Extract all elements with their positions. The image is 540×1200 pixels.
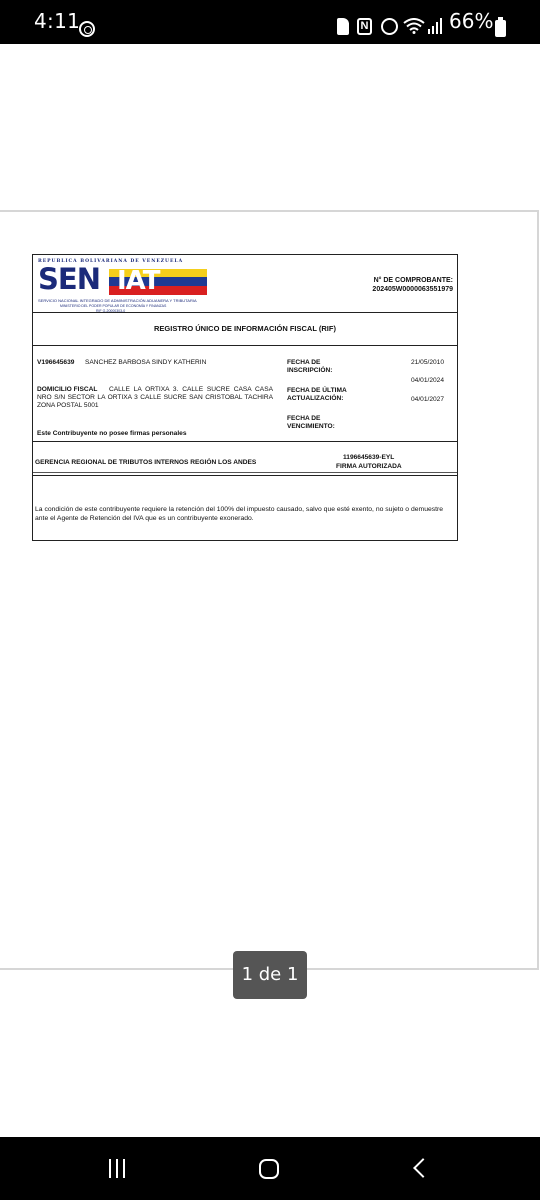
fecha-actualizacion: 04/01/2024 — [411, 377, 445, 384]
fecha-inscripcion: 21/05/2010 — [411, 359, 445, 366]
logo-line1: SERVICIO NACIONAL INTEGRADO DE ADMINISTRACIÓN ADUANERA Y TRIBUTARIA — [38, 298, 197, 303]
fecha-vencimiento: 04/01/2027 — [411, 396, 445, 403]
firma-code: 1196645639-EYL — [343, 454, 395, 461]
home-button[interactable] — [230, 1137, 310, 1200]
retention-notice: La condición de este contribuyente requiere la retención del 100% del impuesto causado, salvo que esté exento, no sujeto o demuestre ante el Agente de Retención del IVA que es un contribuyente exonerado. — [35, 506, 444, 522]
logo-brand-right: IAT — [117, 266, 160, 296]
gerencia-regional: GERENCIA REGIONAL DE TRIBUTOS INTERNOS REGIÓN LOS ANDES — [35, 459, 257, 466]
document-title: REGISTRO ÚNICO DE INFORMACIÓN FISCAL (RIF) — [154, 324, 336, 333]
back-button[interactable] — [380, 1137, 460, 1200]
wifi-icon — [403, 18, 425, 34]
alarm-icon — [381, 18, 398, 35]
home-icon — [259, 1159, 279, 1179]
fecha-inscripcion-label: FECHA DE INSCRIPCIÓN: — [287, 359, 333, 374]
comprobante-label: N° DE COMPROBANTE: — [373, 277, 453, 284]
divider — [33, 441, 457, 442]
page-indicator: 1 de 1 — [233, 951, 307, 999]
fecha-actualizacion-label: FECHA DE ÚLTIMA ACTUALIZACIÓN: — [287, 387, 347, 402]
comprobante-number: 202405W0000063551979 — [372, 286, 453, 293]
rif-document — [32, 254, 458, 541]
recent-apps-icon — [109, 1159, 129, 1179]
venezuela-flag-icon — [109, 266, 207, 296]
whatsapp-icon — [79, 21, 95, 37]
battery-percent: 66% — [449, 9, 494, 33]
taxpayer-name: SANCHEZ BARBOSA SINDY KATHERIN — [85, 359, 207, 366]
back-icon — [413, 1158, 433, 1178]
logo-line2: MINISTERIO DEL PODER POPULAR DE ECONOMÍA Y FINANZAS — [60, 304, 167, 308]
logo-top-text: REPUBLICA BOLIVARIANA DE VENEZUELA — [38, 259, 184, 264]
rif-number: V196645639 — [37, 359, 75, 366]
logo-line3: RIF G-20000303-0 — [96, 309, 126, 313]
firma-autorizada-label: FIRMA AUTORIZADA — [336, 463, 402, 470]
battery-icon — [495, 20, 506, 37]
nfc-icon: N — [357, 18, 372, 35]
recent-apps-button[interactable] — [80, 1137, 160, 1200]
navigation-bar — [0, 1137, 540, 1200]
fecha-vencimiento-label: FECHA DE VENCIMIENTO: — [287, 415, 335, 430]
status-time: 4:11 — [34, 9, 81, 33]
status-bar — [0, 0, 540, 44]
domicilio-label: DOMICILIO FISCAL — [37, 386, 98, 393]
divider — [33, 475, 457, 476]
logo-brand-left: SEN — [38, 262, 100, 296]
sim-icon — [337, 18, 349, 35]
signal-icon — [427, 18, 443, 34]
divider — [33, 312, 457, 313]
seniat-logo — [38, 259, 213, 315]
divider — [33, 345, 457, 346]
firmas-note: Este Contribuyente no posee firmas personales — [37, 430, 187, 437]
divider — [33, 472, 457, 473]
domicilio-value: CALLE LA ORTIXA 3. CALLE SUCRE CASA CASA NRO S/N SECTOR LA ORTIXA 3 CALLE SUCRE SAN CRISTOBAL TACHIRA ZONA POSTAL 5001 — [37, 386, 273, 409]
